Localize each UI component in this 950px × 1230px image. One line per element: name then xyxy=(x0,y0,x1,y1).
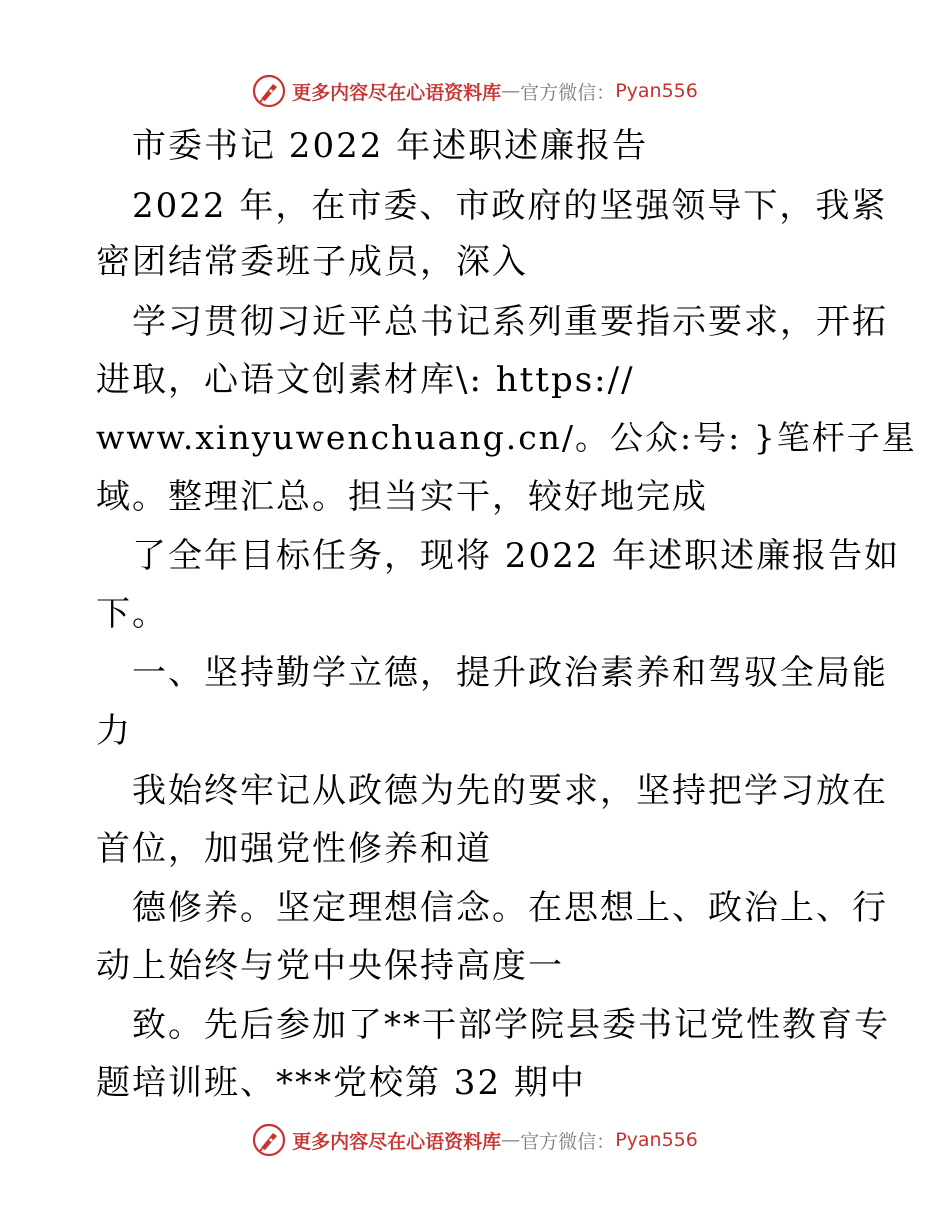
watermark-account-label: 官方微信： xyxy=(520,1130,616,1153)
document-title: 市委书记 2022 年述职述廉报告 xyxy=(96,126,649,166)
paragraph-line: 首位，加强党性修养和道 xyxy=(96,829,492,869)
pen-nib-logo-icon xyxy=(252,1123,286,1157)
watermark-main-text: 更多内容尽在心语资料库 xyxy=(292,1130,502,1153)
watermark-dash: — xyxy=(501,80,521,102)
paragraph-line: 2022 年，在市委、市政府的坚强领导下，我紧 xyxy=(96,186,888,226)
pen-nib-logo-icon xyxy=(252,74,286,108)
watermark-account-id: Pyan556 xyxy=(615,1129,698,1151)
paragraph-line: 学习贯彻习近平总书记系列重要指示要求，开拓 xyxy=(96,302,888,342)
paragraph-line: 德修养。坚定理想信念。在思想上、政治上、行 xyxy=(96,888,888,928)
paragraph-line: 下。 xyxy=(96,594,168,634)
section-heading: 一、坚持勤学立德，提升政治素养和驾驭全局能 xyxy=(96,653,888,693)
watermark-account-label: 官方微信： xyxy=(520,81,616,104)
header-watermark xyxy=(0,71,950,111)
paragraph-line: 了全年目标任务，现将 2022 年述职述廉报告如 xyxy=(96,536,901,576)
watermark-main-text: 更多内容尽在心语资料库 xyxy=(292,81,502,104)
paragraph-line: 进取，心语文创素材库\: https:// xyxy=(96,360,635,400)
paragraph-line: 致。先后参加了**干部学院县委书记党性教育专 xyxy=(96,1005,890,1045)
paragraph-line: 题培训班、***党校第 32 期中 xyxy=(96,1063,586,1103)
watermark-account-id: Pyan556 xyxy=(615,80,698,102)
paragraph-line: 密团结常委班子成员，深入 xyxy=(96,242,528,282)
paragraph-line: 动上始终与党中央保持高度一 xyxy=(96,946,564,986)
paragraph-line: 域。整理汇总。担当实干，较好地完成 xyxy=(96,477,708,517)
paragraph-line: 我始终牢记从政德为先的要求，坚持把学习放在 xyxy=(96,771,888,811)
footer-watermark xyxy=(0,1120,950,1160)
paragraph-line: www.xinyuwenchuang.cn/。公众:号: }笔杆子星 xyxy=(96,418,917,457)
section-heading: 力 xyxy=(96,711,132,751)
watermark-dash: — xyxy=(501,1129,521,1151)
